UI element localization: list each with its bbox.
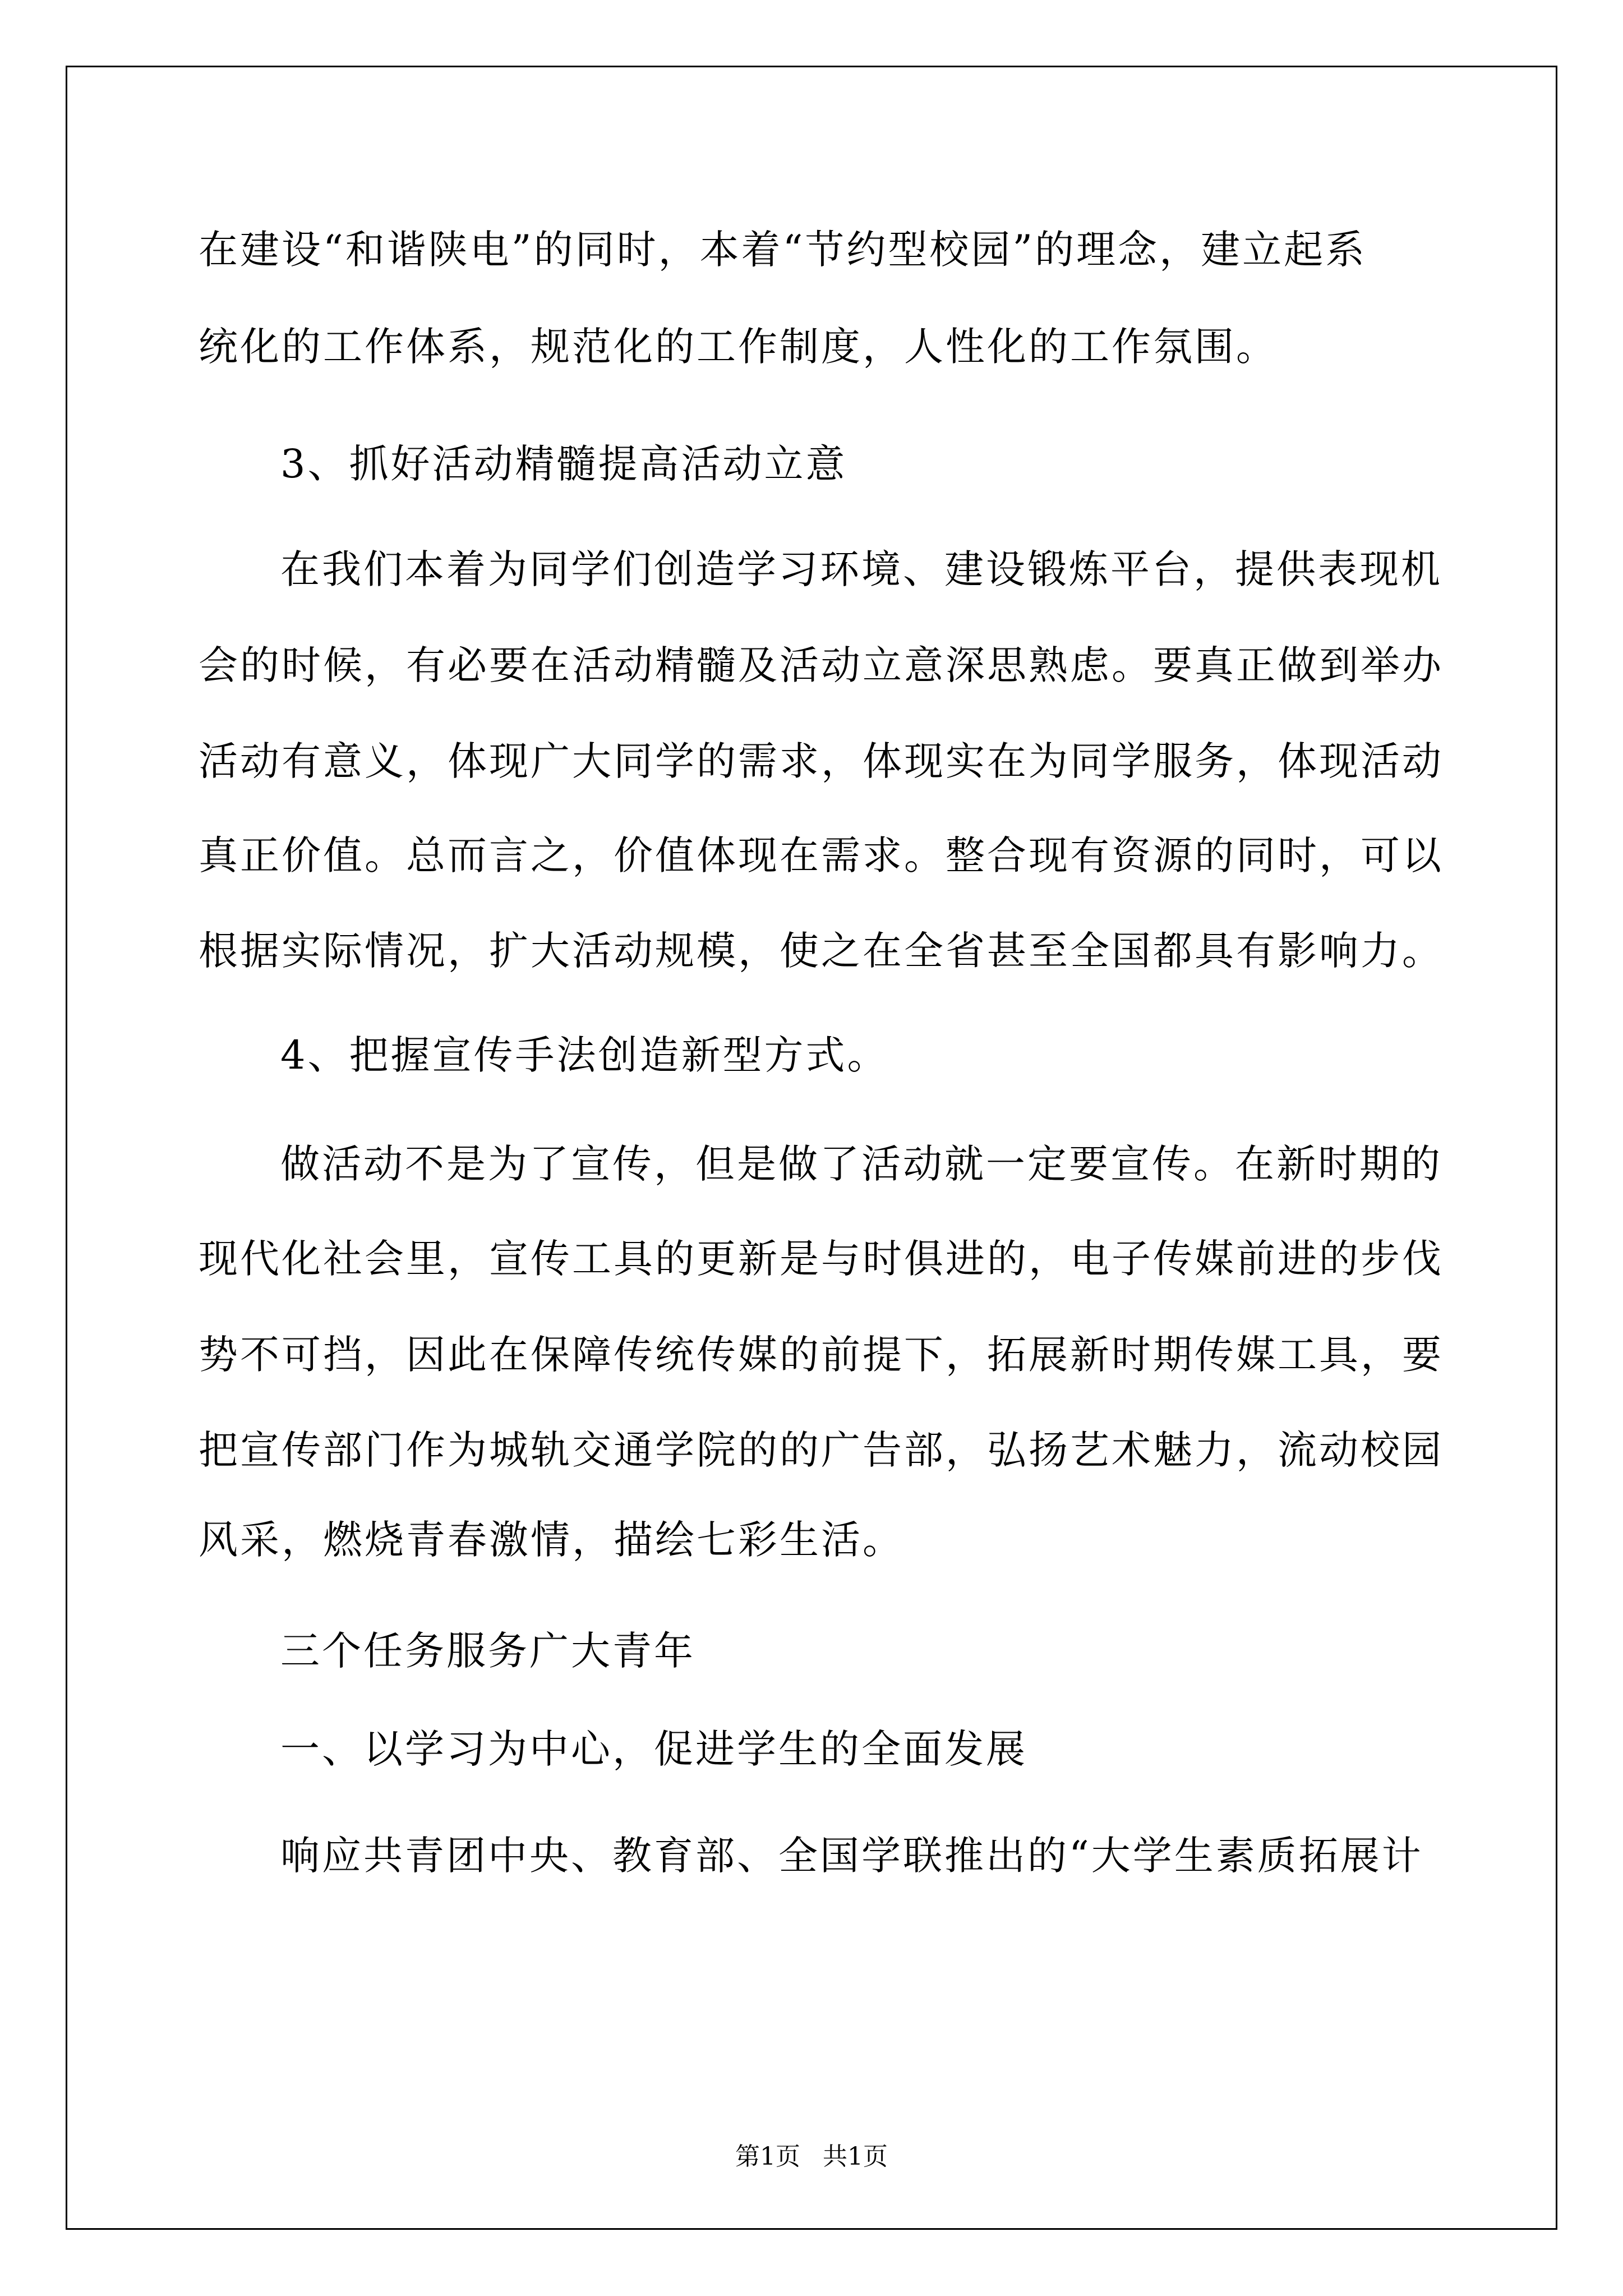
body-line-12: 势不可挡，因此在保障传统传媒的前提下，拓展新时期传媒工具，要 bbox=[199, 1332, 1444, 1378]
section-heading-tasks: 三个任务服务广大青年 bbox=[280, 1628, 695, 1674]
section-heading-3: 3、抓好活动精髓提高活动立意 bbox=[280, 441, 847, 487]
body-line-4: 在我们本着为同学们创造学习环境、建设锻炼平台，提供表现机 bbox=[280, 546, 1442, 592]
page-total: 共1页 bbox=[823, 2142, 888, 2171]
body-line-14: 风采，燃烧青春激情，描绘七彩生活。 bbox=[199, 1517, 904, 1563]
page-footer bbox=[0, 2140, 1623, 2174]
body-line-1: 在建设“和谐陕电”的同时，本着“节约型校园”的理念，建立起系 bbox=[199, 227, 1367, 273]
body-line-13: 把宣传部门作为城轨交通学院的的广告部，弘扬艺术魅力，流动校园 bbox=[199, 1427, 1444, 1473]
body-line-11: 现代化社会里，宣传工具的更新是与时俱进的，电子传媒前进的步伐 bbox=[199, 1236, 1444, 1282]
body-line-5: 会的时候，有必要在活动精髓及活动立意深思熟虑。要真正做到举办 bbox=[199, 642, 1444, 688]
body-line-7: 真正价值。总而言之，价值体现在需求。整合现有资源的同时，可以 bbox=[199, 832, 1444, 878]
section-heading-study: 一、以学习为中心，促进学生的全面发展 bbox=[280, 1726, 1027, 1772]
body-line-2: 统化的工作体系，规范化的工作制度，人性化的工作氛围。 bbox=[199, 324, 1278, 370]
body-line-17: 响应共青团中央、教育部、全国学联推出的“大学生素质拓展计 bbox=[280, 1833, 1423, 1879]
section-heading-4: 4、把握宣传手法创造新型方式。 bbox=[280, 1032, 889, 1078]
body-line-6: 活动有意义，体现广大同学的需求，体现实在为同学服务，体现活动 bbox=[199, 738, 1444, 784]
body-line-10: 做活动不是为了宣传，但是做了活动就一定要宣传。在新时期的 bbox=[280, 1141, 1442, 1187]
page-number: 第1页 bbox=[735, 2142, 800, 2171]
body-line-8: 根据实际情况，扩大活动规模，使之在全省甚至全国都具有影响力。 bbox=[199, 928, 1444, 974]
